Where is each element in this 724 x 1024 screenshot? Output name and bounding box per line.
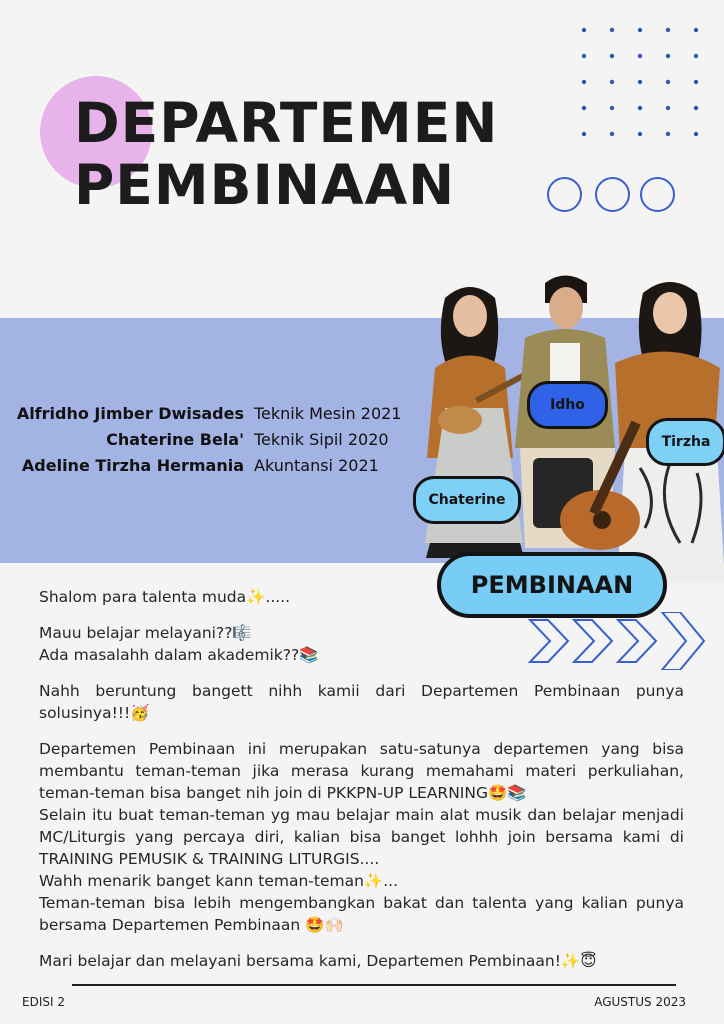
- pembinaan-banner: PEMBINAAN: [437, 552, 667, 618]
- decorative-dot-grid: [576, 22, 706, 142]
- decorative-ring: [547, 177, 582, 212]
- decorative-ring: [595, 177, 630, 212]
- member-row: [0, 400, 410, 426]
- paragraph: Departemen Pembinaan ini merupakan satu-satunya departemen yang bisa membantu teman-teman jika merasa kurang memahami materi perkuliahan, teman-teman bisa banget nih join di PKKPN-UP LEARNING🤩📚: [39, 740, 684, 802]
- member-name: Adeline Tirzha Hermania: [21, 455, 244, 475]
- footer-edition: EDISI 2: [22, 995, 65, 1009]
- member-dept: Teknik Sipil 2020: [254, 429, 389, 449]
- name-tag-chaterine: Chaterine: [413, 476, 521, 524]
- member-row: [0, 452, 410, 478]
- member-list: [0, 400, 410, 478]
- paragraph: Selain itu buat teman-teman yg mau belajar main alat musik dan belajar menjadi MC/Liturgis yang percaya diri, kalian bisa banget lohhh join bersama kami di TRAINING PEMUSIK & TRAINING LITURGIS....: [39, 806, 684, 868]
- member-dept: Teknik Mesin 2021: [254, 403, 402, 423]
- member-name: Alfridho Jimber Dwisades: [16, 403, 244, 423]
- footer-date: AGUSTUS 2023: [594, 995, 686, 1009]
- decorative-ring: [640, 177, 675, 212]
- paragraph: Ada masalahh dalam akademik??📚: [39, 646, 319, 664]
- member-name: Chaterine Bela': [106, 429, 244, 449]
- title-line-1: DEPARTEMEN: [74, 91, 499, 155]
- paragraph: Teman-teman bisa lebih mengembangkan bakat dan talenta yang kalian punya bersama Departemen Pembinaan 🤩🙌🏻: [39, 894, 684, 934]
- paragraph: Shalom para talenta muda✨.....: [39, 588, 291, 606]
- member-row: [0, 426, 410, 452]
- name-tag-idho: Idho: [527, 381, 608, 429]
- paragraph: Mari belajar dan melayani bersama kami, Departemen Pembinaan!✨😇: [39, 952, 597, 970]
- paragraph: Wahh menarik banget kann teman-teman✨...: [39, 872, 399, 890]
- article-body: [39, 586, 684, 972]
- paragraph: Nahh beruntung bangett nihh kamii dari Departemen Pembinaan punya solusinya!!!🥳: [39, 682, 684, 722]
- paragraph: Mauu belajar melayani??🎼: [39, 624, 252, 642]
- name-tag-tirzha: Tirzha: [646, 418, 724, 466]
- page-title: [74, 92, 498, 216]
- footer-divider: [72, 984, 676, 986]
- member-dept: Akuntansi 2021: [254, 455, 379, 475]
- title-line-2: PEMBINAAN: [74, 153, 456, 217]
